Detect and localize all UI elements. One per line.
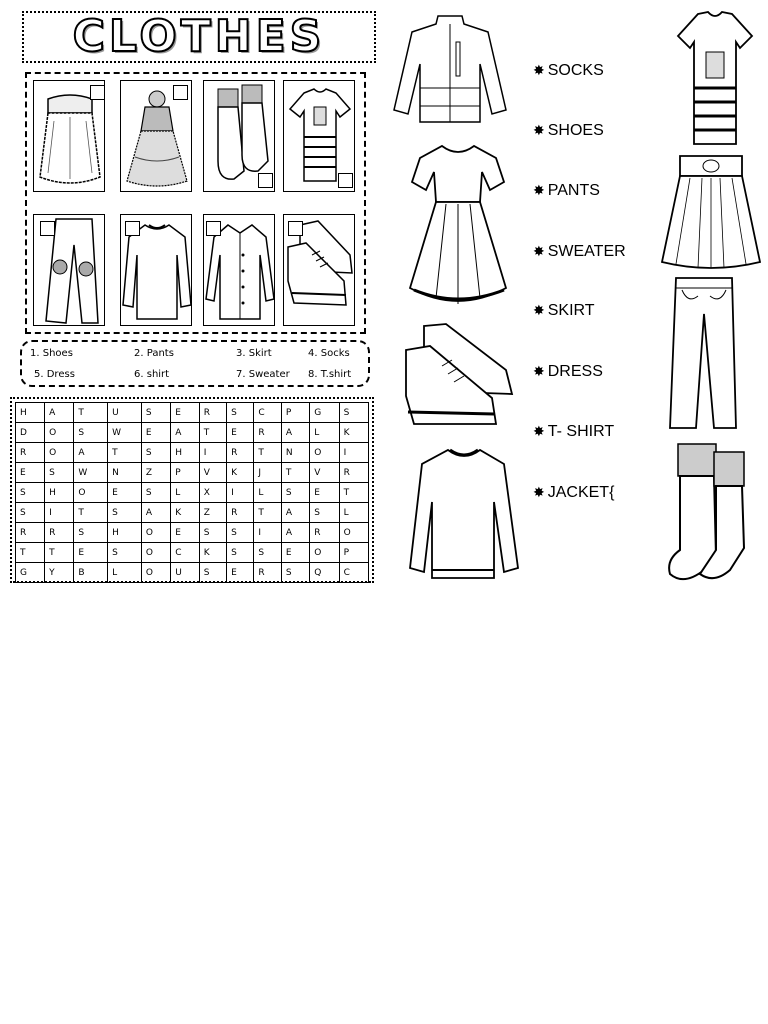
word-search-cell[interactable]: S — [227, 523, 254, 543]
picture-skirt — [33, 80, 105, 192]
word-search-cell[interactable]: A — [141, 503, 170, 523]
word-search-cell[interactable]: E — [171, 403, 200, 423]
word-search-cell[interactable]: E — [16, 463, 45, 483]
word-search-cell[interactable]: I — [227, 483, 254, 503]
word-search-cell[interactable]: O — [45, 443, 74, 463]
word-search-cell[interactable]: R — [339, 463, 368, 483]
word-search-cell[interactable]: Q — [310, 563, 339, 583]
word-search-row — [16, 503, 369, 523]
word-search-cell[interactable]: R — [45, 523, 74, 543]
word-item: ✸ JACKET{ — [533, 484, 615, 501]
word-search-cell[interactable]: O — [339, 523, 368, 543]
word-search-cell[interactable]: A — [281, 523, 309, 543]
title-box — [22, 11, 376, 63]
word-search-cell[interactable]: C — [254, 403, 281, 423]
shoes-large-drawing — [402, 320, 516, 432]
word-item: ✸ SOCKS — [533, 62, 604, 79]
word-search-cell[interactable]: S — [74, 423, 108, 443]
picture-tshirt — [283, 80, 355, 192]
word-search-cell[interactable]: H — [171, 443, 200, 463]
name-item: 7. Sweater — [236, 369, 290, 380]
word-search-cell[interactable]: V — [310, 463, 339, 483]
picture-sweater-large — [408, 444, 522, 584]
word-search-cell[interactable]: B — [74, 563, 108, 583]
word-search-cell[interactable]: R — [199, 403, 226, 423]
word-search-cell[interactable]: T — [108, 443, 142, 463]
word-search-cell[interactable]: E — [74, 543, 108, 563]
word-search-cell[interactable]: I — [45, 503, 74, 523]
word-search-cell[interactable]: T — [199, 423, 226, 443]
word-search-cell[interactable]: O — [141, 563, 170, 583]
word-search-cell[interactable]: O — [45, 423, 74, 443]
word-search-cell[interactable]: R — [310, 523, 339, 543]
tshirt-large-drawing — [672, 8, 758, 148]
word-search-cell[interactable]: N — [108, 463, 142, 483]
word-item: ✸ DRESS — [533, 363, 603, 380]
word-search-cell[interactable]: K — [227, 463, 254, 483]
picture-tshirt-large — [672, 8, 758, 148]
word-search-cell[interactable]: E — [310, 483, 339, 503]
picture-grid — [25, 72, 366, 334]
picture-shirt — [203, 214, 275, 326]
word-search-row — [16, 463, 369, 483]
word-search-cell[interactable]: S — [141, 483, 170, 503]
word-search-cell[interactable]: P — [339, 543, 368, 563]
socks-large-drawing — [660, 440, 752, 586]
word-search-cell[interactable]: T — [74, 503, 108, 523]
word-search-cell[interactable]: A — [171, 423, 200, 443]
word-search-cell[interactable]: S — [339, 403, 368, 423]
word-search-row — [16, 523, 369, 543]
name-item: 2. Pants — [134, 348, 174, 359]
word-search-cell[interactable]: S — [199, 563, 226, 583]
names-list — [20, 340, 370, 387]
worksheet-title: CLOTHES — [72, 11, 326, 62]
picture-socks — [203, 80, 275, 192]
dress-large-drawing — [406, 138, 512, 314]
word-search-cell[interactable]: R — [254, 563, 281, 583]
word-search-row — [16, 563, 369, 583]
word-item: ✸ SHOES — [533, 122, 604, 139]
word-search-cell[interactable]: J — [254, 463, 281, 483]
word-search-cell[interactable]: X — [199, 483, 226, 503]
word-search-cell[interactable]: K — [171, 503, 200, 523]
word-search-cell[interactable]: E — [281, 543, 309, 563]
word-search-cell[interactable]: S — [108, 503, 142, 523]
name-item: 4. Socks — [308, 348, 350, 359]
word-search-cell[interactable]: S — [227, 403, 254, 423]
name-item: 8. T.shirt — [308, 369, 352, 380]
word-search-cell[interactable]: L — [254, 483, 281, 503]
sweater-large-drawing — [408, 444, 522, 584]
word-search-cell[interactable]: E — [108, 483, 142, 503]
word-search-cell[interactable]: T — [254, 443, 281, 463]
answer-box[interactable] — [206, 221, 221, 236]
answer-box[interactable] — [125, 221, 140, 236]
word-search-cell[interactable]: O — [310, 443, 339, 463]
picture-dress — [120, 80, 192, 192]
picture-jacket — [388, 10, 512, 128]
word-search-cell[interactable]: N — [281, 443, 309, 463]
picture-shoes-large — [402, 320, 516, 432]
answer-box[interactable] — [258, 173, 273, 188]
word-search-cell[interactable]: S — [310, 503, 339, 523]
word-search-cell[interactable]: S — [141, 443, 170, 463]
word-search-cell[interactable]: O — [310, 543, 339, 563]
name-item: 1. Shoes — [30, 348, 73, 359]
word-search-row — [16, 403, 369, 423]
word-search-cell[interactable]: T — [281, 463, 309, 483]
word-search — [10, 397, 374, 583]
word-search-cell[interactable]: L — [108, 563, 142, 583]
name-item: 6. shirt — [134, 369, 170, 380]
word-search-cell[interactable]: A — [281, 423, 309, 443]
word-search-cell[interactable]: R — [16, 443, 45, 463]
picture-pants — [33, 214, 105, 326]
picture-skirt-large — [660, 150, 762, 272]
word-search-cell[interactable]: O — [74, 483, 108, 503]
word-search-cell[interactable]: U — [171, 563, 200, 583]
word-search-cell[interactable]: I — [199, 443, 226, 463]
word-search-cell[interactable]: E — [141, 423, 170, 443]
word-search-cell[interactable]: V — [199, 463, 226, 483]
word-search-cell[interactable]: G — [310, 403, 339, 423]
word-search-cell[interactable]: Z — [199, 503, 226, 523]
word-search-row — [16, 483, 369, 503]
word-search-cell[interactable]: L — [171, 483, 200, 503]
word-search-cell[interactable]: T — [74, 403, 108, 423]
word-search-cell[interactable]: S — [74, 523, 108, 543]
word-search-cell[interactable]: I — [254, 523, 281, 543]
word-item: ✸ SWEATER — [533, 243, 626, 260]
word-search-row — [16, 443, 369, 463]
word-search-cell[interactable]: H — [108, 523, 142, 543]
word-search-cell[interactable]: A — [281, 503, 309, 523]
word-search-cell[interactable]: R — [254, 423, 281, 443]
picture-dress-large — [406, 138, 512, 314]
word-search-cell[interactable]: W — [108, 423, 142, 443]
word-search-cell[interactable]: A — [45, 403, 74, 423]
word-search-cell[interactable]: L — [339, 503, 368, 523]
word-search-cell[interactable]: E — [171, 523, 200, 543]
word-search-cell[interactable]: H — [16, 403, 45, 423]
word-search-cell[interactable]: D — [16, 423, 45, 443]
answer-box[interactable] — [40, 221, 55, 236]
skirt-large-drawing — [660, 150, 762, 272]
word-search-cell[interactable]: S — [199, 523, 226, 543]
picture-socks-large — [660, 440, 752, 586]
jacket-drawing — [388, 10, 512, 128]
word-search-cell[interactable]: S — [254, 543, 281, 563]
word-search-cell[interactable]: L — [310, 423, 339, 443]
word-search-cell[interactable]: A — [74, 443, 108, 463]
picture-shoes — [283, 214, 355, 326]
word-search-cell[interactable]: R — [16, 523, 45, 543]
word-item: ✸ PANTS — [533, 182, 600, 199]
word-search-cell[interactable]: S — [281, 563, 309, 583]
word-search-cell[interactable]: T — [254, 503, 281, 523]
word-search-cell[interactable]: C — [339, 563, 368, 583]
name-item: 3. Skirt — [236, 348, 272, 359]
word-search-row — [16, 543, 369, 563]
word-search-cell[interactable]: S — [108, 543, 142, 563]
word-search-cell[interactable]: K — [199, 543, 226, 563]
word-search-cell[interactable]: H — [45, 483, 74, 503]
word-search-cell[interactable]: T — [16, 543, 45, 563]
word-search-cell[interactable]: S — [45, 463, 74, 483]
name-item: 5. Dress — [34, 369, 75, 380]
word-search-cell[interactable]: S — [16, 503, 45, 523]
word-search-row — [16, 423, 369, 443]
word-item: ✸ T- SHIRT — [533, 423, 615, 440]
word-search-cell[interactable]: S — [141, 403, 170, 423]
word-search-grid — [15, 402, 369, 583]
pants-large-drawing — [666, 274, 742, 434]
word-search-cell[interactable]: Y — [45, 563, 74, 583]
word-item: ✸ SKIRT — [533, 302, 595, 319]
word-search-cell[interactable]: G — [16, 563, 45, 583]
word-search-cell[interactable]: I — [339, 443, 368, 463]
word-search-cell[interactable]: O — [141, 523, 170, 543]
word-search-cell[interactable]: S — [281, 483, 309, 503]
word-search-cell[interactable]: E — [227, 563, 254, 583]
word-search-cell[interactable]: S — [16, 483, 45, 503]
answer-box[interactable] — [338, 173, 353, 188]
word-search-cell[interactable]: W — [74, 463, 108, 483]
word-search-cell[interactable]: R — [227, 443, 254, 463]
picture-sweater — [120, 214, 192, 326]
word-search-cell[interactable]: P — [281, 403, 309, 423]
answer-box[interactable] — [173, 85, 188, 100]
word-search-cell[interactable]: C — [171, 543, 200, 563]
picture-pants-large — [666, 274, 742, 434]
word-search-cell[interactable]: P — [171, 463, 200, 483]
word-search-cell[interactable]: U — [108, 403, 142, 423]
word-search-cell[interactable]: Z — [141, 463, 170, 483]
word-search-cell[interactable]: E — [227, 423, 254, 443]
word-search-cell[interactable]: T — [45, 543, 74, 563]
word-search-cell[interactable]: T — [339, 483, 368, 503]
word-search-cell[interactable]: O — [141, 543, 170, 563]
word-search-cell[interactable]: R — [227, 503, 254, 523]
answer-box[interactable] — [288, 221, 303, 236]
word-search-cell[interactable]: S — [227, 543, 254, 563]
answer-box[interactable] — [90, 85, 105, 100]
word-search-cell[interactable]: K — [339, 423, 368, 443]
